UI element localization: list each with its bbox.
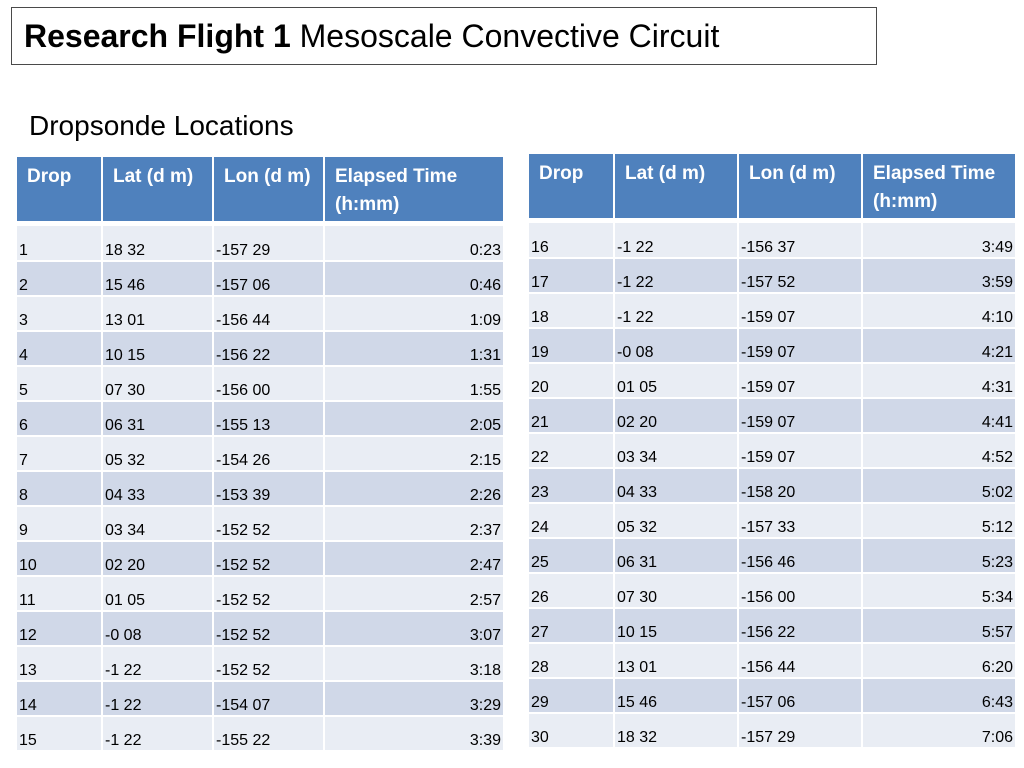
lat-cell: 06 31 bbox=[102, 401, 213, 436]
elapsed-time-cell: 5:23 bbox=[862, 538, 1015, 573]
elapsed-time-cell: 2:26 bbox=[324, 471, 503, 506]
drop-cell: 23 bbox=[529, 468, 614, 503]
table-row bbox=[529, 433, 1015, 468]
elapsed-time-cell: 2:05 bbox=[324, 401, 503, 436]
header-lat: Lat (d m) bbox=[102, 157, 213, 221]
lon-cell: -157 06 bbox=[738, 678, 862, 713]
elapsed-time-cell: 3:49 bbox=[862, 223, 1015, 258]
section-subtitle: Dropsonde Locations bbox=[29, 110, 294, 141]
lat-cell: 04 33 bbox=[102, 471, 213, 506]
elapsed-time-cell: 4:41 bbox=[862, 398, 1015, 433]
lon-cell: -156 46 bbox=[738, 538, 862, 573]
header-elapsed-time: Elapsed Time (h:mm) bbox=[324, 157, 503, 221]
elapsed-time-cell: 2:47 bbox=[324, 541, 503, 576]
lat-cell: -1 22 bbox=[102, 716, 213, 751]
title-bold: Research Flight 1 bbox=[24, 18, 291, 54]
drop-cell: 12 bbox=[17, 611, 102, 646]
elapsed-time-cell: 5:02 bbox=[862, 468, 1015, 503]
drop-cell: 25 bbox=[529, 538, 614, 573]
lon-cell: -155 13 bbox=[213, 401, 324, 436]
elapsed-time-cell: 3:18 bbox=[324, 646, 503, 681]
elapsed-time-cell: 3:59 bbox=[862, 258, 1015, 293]
table-row bbox=[17, 611, 503, 646]
lat-cell: -0 08 bbox=[102, 611, 213, 646]
elapsed-time-cell: 3:29 bbox=[324, 681, 503, 716]
lat-cell: 05 32 bbox=[614, 503, 738, 538]
drop-cell: 2 bbox=[17, 261, 102, 296]
table-row bbox=[529, 713, 1015, 748]
drop-cell: 3 bbox=[17, 296, 102, 331]
lon-cell: -156 44 bbox=[213, 296, 324, 331]
drop-cell: 9 bbox=[17, 506, 102, 541]
drop-cell: 30 bbox=[529, 713, 614, 748]
lat-cell: -1 22 bbox=[614, 223, 738, 258]
lon-cell: -157 29 bbox=[213, 226, 324, 261]
elapsed-time-cell: 0:23 bbox=[324, 226, 503, 261]
lat-cell: 10 15 bbox=[102, 331, 213, 366]
lat-cell: 13 01 bbox=[614, 643, 738, 678]
lon-cell: -152 52 bbox=[213, 576, 324, 611]
lon-cell: -158 20 bbox=[738, 468, 862, 503]
lon-cell: -159 07 bbox=[738, 363, 862, 398]
drop-cell: 8 bbox=[17, 471, 102, 506]
elapsed-time-cell: 0:46 bbox=[324, 261, 503, 296]
drop-cell: 14 bbox=[17, 681, 102, 716]
elapsed-time-cell: 4:52 bbox=[862, 433, 1015, 468]
table-body-right bbox=[529, 223, 1015, 748]
table-row bbox=[529, 538, 1015, 573]
lon-cell: -152 52 bbox=[213, 646, 324, 681]
drop-cell: 6 bbox=[17, 401, 102, 436]
table-body-left bbox=[17, 226, 503, 751]
elapsed-time-cell: 6:20 bbox=[862, 643, 1015, 678]
header-elapsed-time: Elapsed Time (h:mm) bbox=[862, 154, 1015, 218]
table-row bbox=[17, 261, 503, 296]
header-lat: Lat (d m) bbox=[614, 154, 738, 218]
table-row bbox=[529, 608, 1015, 643]
lat-cell: 02 20 bbox=[614, 398, 738, 433]
drop-cell: 11 bbox=[17, 576, 102, 611]
lat-cell: 18 32 bbox=[102, 226, 213, 261]
lon-cell: -156 00 bbox=[213, 366, 324, 401]
elapsed-time-cell: 5:12 bbox=[862, 503, 1015, 538]
elapsed-time-cell: 2:57 bbox=[324, 576, 503, 611]
table-row bbox=[529, 503, 1015, 538]
lon-cell: -155 22 bbox=[213, 716, 324, 751]
lat-cell: 15 46 bbox=[614, 678, 738, 713]
table-row bbox=[17, 401, 503, 436]
table-row bbox=[529, 328, 1015, 363]
table-row bbox=[529, 363, 1015, 398]
drop-cell: 13 bbox=[17, 646, 102, 681]
table-row bbox=[17, 681, 503, 716]
lat-cell: -1 22 bbox=[102, 646, 213, 681]
lat-cell: 01 05 bbox=[614, 363, 738, 398]
lon-cell: -157 29 bbox=[738, 713, 862, 748]
table-row bbox=[17, 226, 503, 261]
lon-cell: -156 22 bbox=[738, 608, 862, 643]
lat-cell: 10 15 bbox=[614, 608, 738, 643]
drop-cell: 10 bbox=[17, 541, 102, 576]
lon-cell: -157 33 bbox=[738, 503, 862, 538]
lon-cell: -153 39 bbox=[213, 471, 324, 506]
dropsonde-table-right bbox=[529, 154, 1015, 749]
drop-cell: 26 bbox=[529, 573, 614, 608]
table-row bbox=[529, 398, 1015, 433]
elapsed-time-cell: 1:31 bbox=[324, 331, 503, 366]
table-header-row bbox=[529, 154, 1015, 218]
elapsed-time-cell: 5:34 bbox=[862, 573, 1015, 608]
lon-cell: -156 00 bbox=[738, 573, 862, 608]
table-row bbox=[529, 468, 1015, 503]
drop-cell: 24 bbox=[529, 503, 614, 538]
drop-cell: 28 bbox=[529, 643, 614, 678]
elapsed-time-cell: 2:15 bbox=[324, 436, 503, 471]
drop-cell: 20 bbox=[529, 363, 614, 398]
lat-cell: 07 30 bbox=[614, 573, 738, 608]
lon-cell: -159 07 bbox=[738, 293, 862, 328]
lat-cell: 07 30 bbox=[102, 366, 213, 401]
table-row bbox=[529, 678, 1015, 713]
lat-cell: 02 20 bbox=[102, 541, 213, 576]
table-row bbox=[17, 296, 503, 331]
table-row bbox=[17, 366, 503, 401]
elapsed-time-cell: 3:07 bbox=[324, 611, 503, 646]
drop-cell: 1 bbox=[17, 226, 102, 261]
table-row bbox=[529, 258, 1015, 293]
header-drop: Drop bbox=[529, 154, 614, 218]
elapsed-time-cell: 3:39 bbox=[324, 716, 503, 751]
lat-cell: 18 32 bbox=[614, 713, 738, 748]
table-row bbox=[17, 716, 503, 751]
elapsed-time-cell: 5:57 bbox=[862, 608, 1015, 643]
lat-cell: -1 22 bbox=[614, 293, 738, 328]
lon-cell: -152 52 bbox=[213, 541, 324, 576]
drop-cell: 15 bbox=[17, 716, 102, 751]
lat-cell: -0 08 bbox=[614, 328, 738, 363]
title-rest: Mesoscale Convective Circuit bbox=[290, 18, 720, 54]
lat-cell: 06 31 bbox=[614, 538, 738, 573]
lat-cell: -1 22 bbox=[102, 681, 213, 716]
lon-cell: -152 52 bbox=[213, 611, 324, 646]
table-row bbox=[529, 573, 1015, 608]
lon-cell: -154 07 bbox=[213, 681, 324, 716]
lat-cell: 01 05 bbox=[102, 576, 213, 611]
drop-cell: 18 bbox=[529, 293, 614, 328]
lat-cell: 13 01 bbox=[102, 296, 213, 331]
elapsed-time-cell: 1:55 bbox=[324, 366, 503, 401]
lon-cell: -159 07 bbox=[738, 328, 862, 363]
header-drop: Drop bbox=[17, 157, 102, 221]
header-lon: Lon (d m) bbox=[738, 154, 862, 218]
table-row bbox=[529, 293, 1015, 328]
lon-cell: -154 26 bbox=[213, 436, 324, 471]
table-row bbox=[17, 506, 503, 541]
drop-cell: 16 bbox=[529, 223, 614, 258]
lat-cell: 05 32 bbox=[102, 436, 213, 471]
lon-cell: -159 07 bbox=[738, 398, 862, 433]
table-row bbox=[17, 471, 503, 506]
lat-cell: -1 22 bbox=[614, 258, 738, 293]
drop-cell: 21 bbox=[529, 398, 614, 433]
elapsed-time-cell: 4:10 bbox=[862, 293, 1015, 328]
table-row bbox=[17, 646, 503, 681]
elapsed-time-cell: 1:09 bbox=[324, 296, 503, 331]
table-row bbox=[17, 541, 503, 576]
table-row bbox=[17, 436, 503, 471]
lat-cell: 03 34 bbox=[102, 506, 213, 541]
lon-cell: -156 37 bbox=[738, 223, 862, 258]
drop-cell: 27 bbox=[529, 608, 614, 643]
table-row bbox=[17, 331, 503, 366]
lon-cell: -152 52 bbox=[213, 506, 324, 541]
elapsed-time-cell: 4:31 bbox=[862, 363, 1015, 398]
drop-cell: 5 bbox=[17, 366, 102, 401]
drop-cell: 4 bbox=[17, 331, 102, 366]
drop-cell: 19 bbox=[529, 328, 614, 363]
slide-title bbox=[11, 7, 877, 65]
elapsed-time-cell: 2:37 bbox=[324, 506, 503, 541]
drop-cell: 29 bbox=[529, 678, 614, 713]
table-row bbox=[529, 643, 1015, 678]
lat-cell: 04 33 bbox=[614, 468, 738, 503]
drop-cell: 7 bbox=[17, 436, 102, 471]
lon-cell: -156 22 bbox=[213, 331, 324, 366]
elapsed-time-cell: 7:06 bbox=[862, 713, 1015, 748]
header-lon: Lon (d m) bbox=[213, 157, 324, 221]
table-row bbox=[529, 223, 1015, 258]
lon-cell: -156 44 bbox=[738, 643, 862, 678]
drop-cell: 17 bbox=[529, 258, 614, 293]
lat-cell: 03 34 bbox=[614, 433, 738, 468]
lon-cell: -159 07 bbox=[738, 433, 862, 468]
table-row bbox=[17, 576, 503, 611]
table-header-row bbox=[17, 157, 503, 221]
elapsed-time-cell: 4:21 bbox=[862, 328, 1015, 363]
lon-cell: -157 52 bbox=[738, 258, 862, 293]
lat-cell: 15 46 bbox=[102, 261, 213, 296]
dropsonde-table-left bbox=[17, 157, 503, 752]
elapsed-time-cell: 6:43 bbox=[862, 678, 1015, 713]
drop-cell: 22 bbox=[529, 433, 614, 468]
lon-cell: -157 06 bbox=[213, 261, 324, 296]
